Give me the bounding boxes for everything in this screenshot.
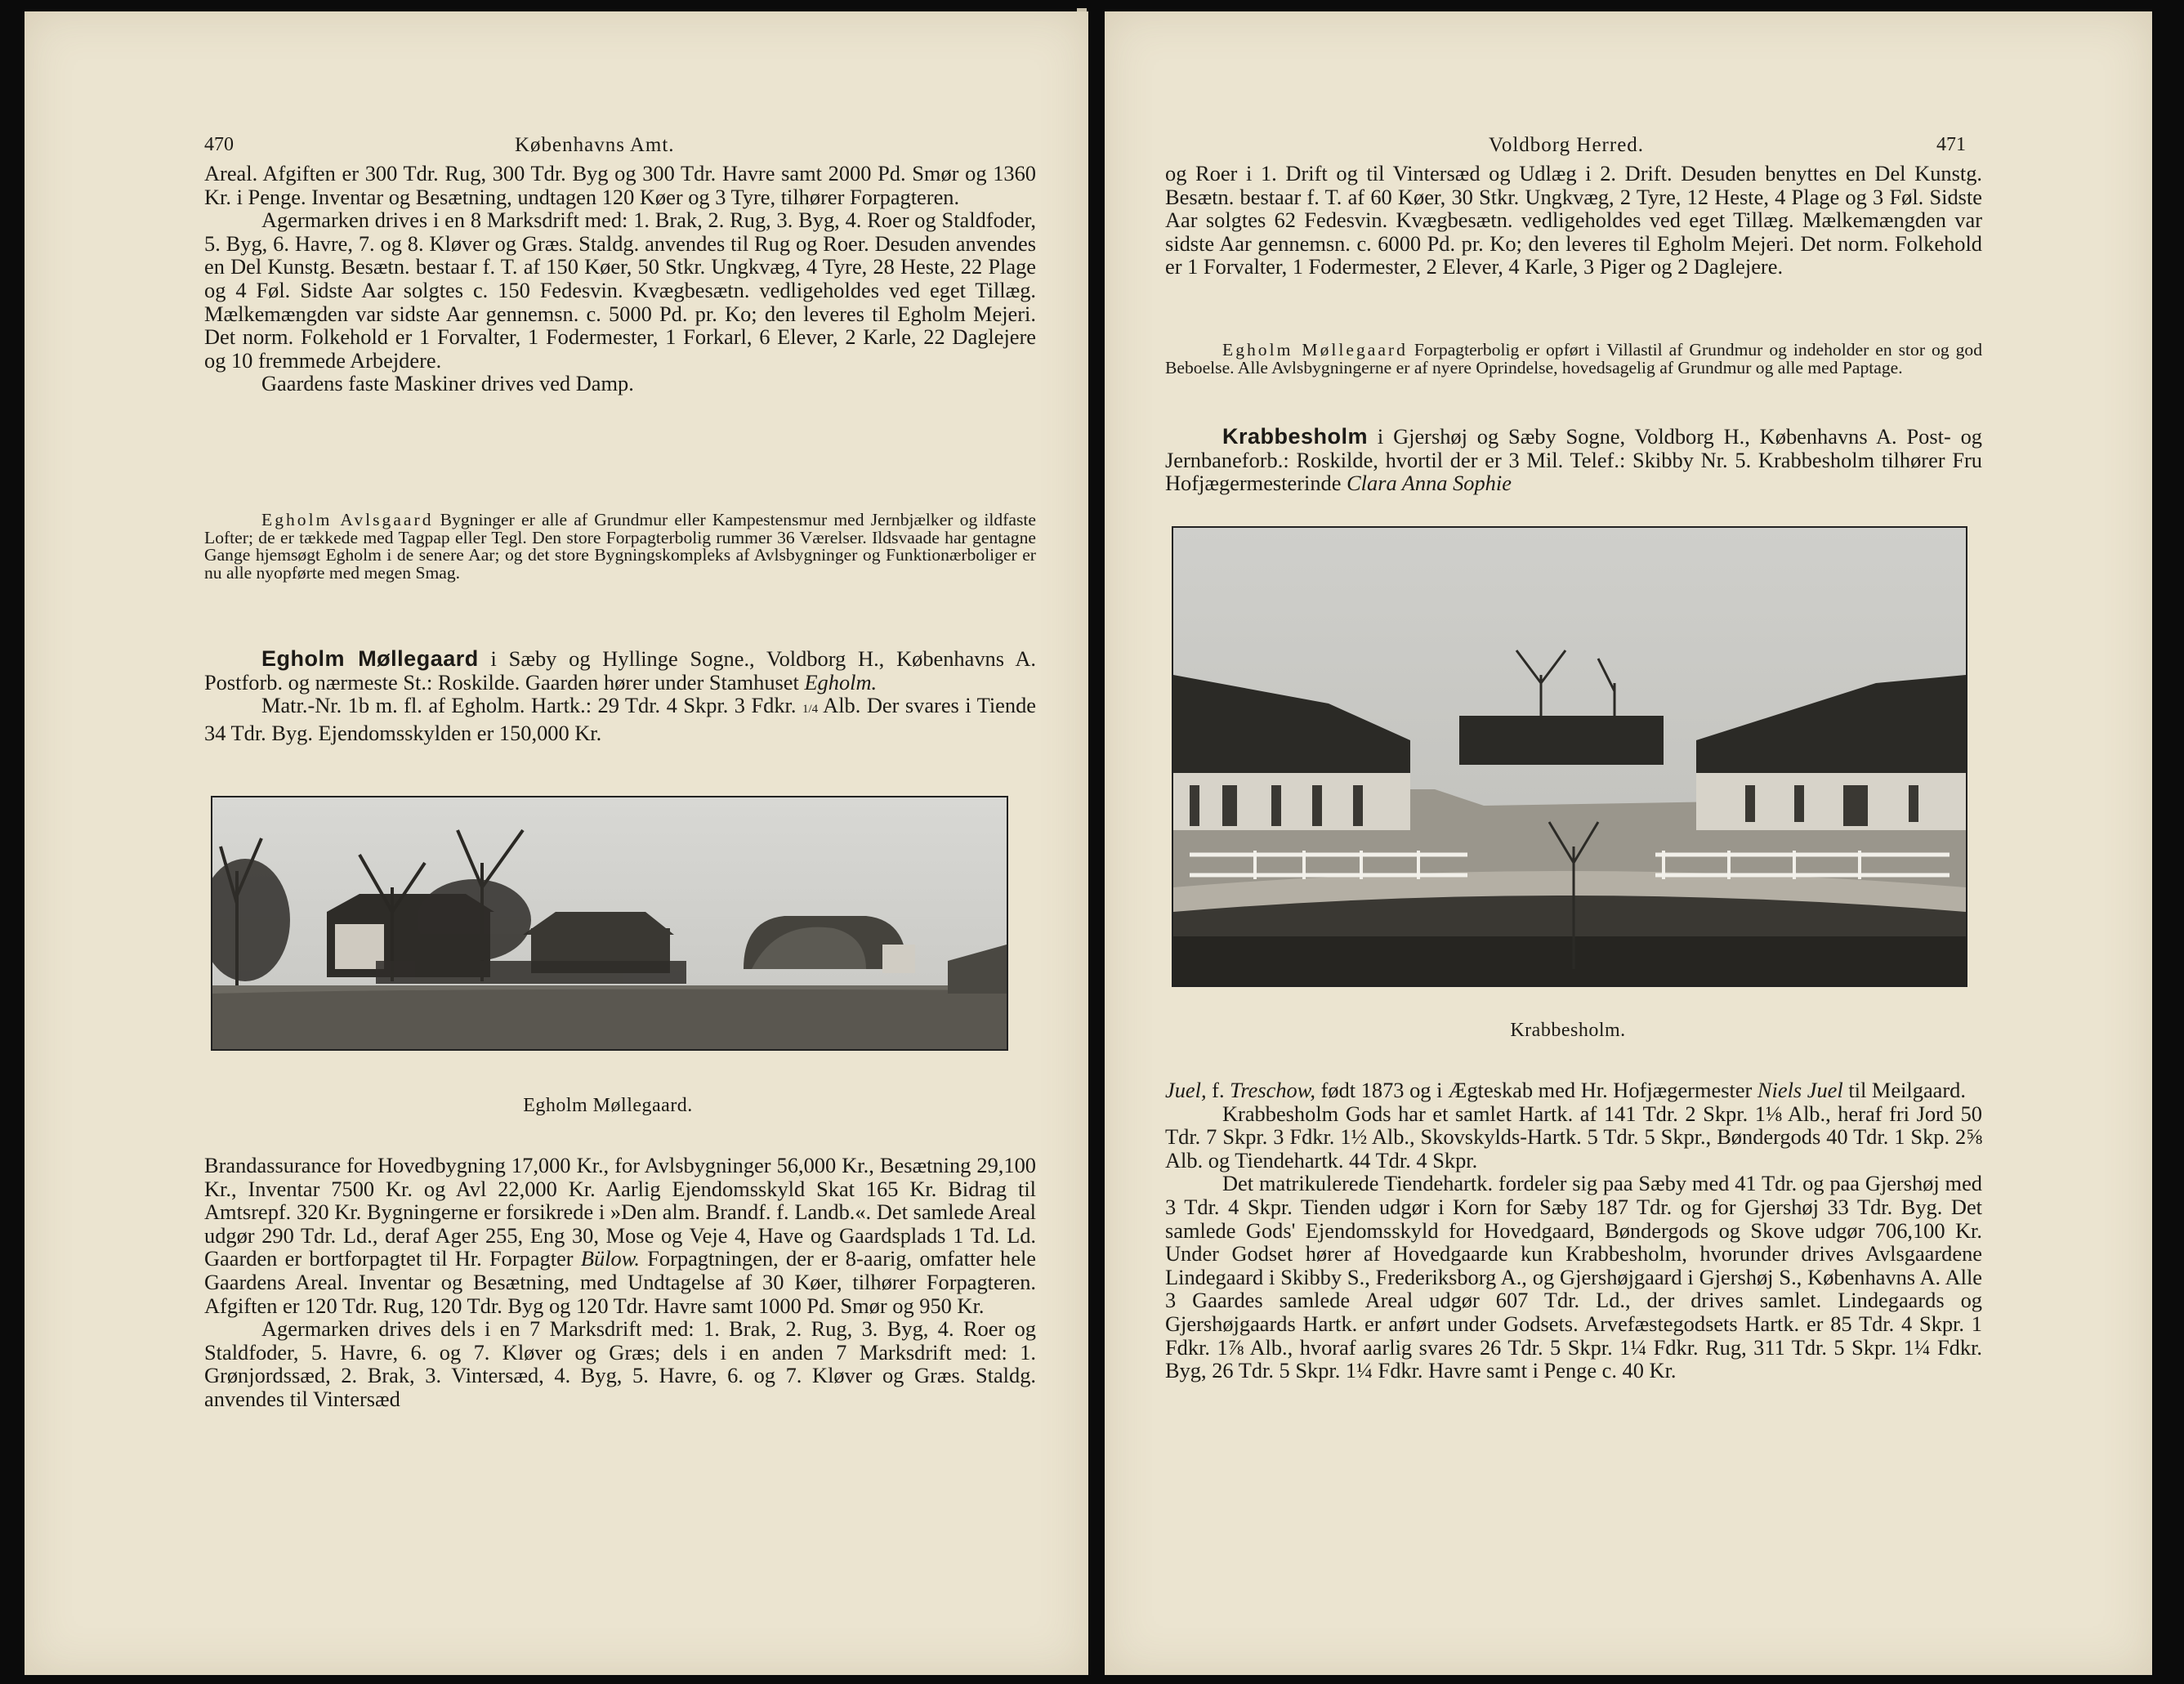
paragraph: Brandassurance for Hovedbygning 17,000 Kr., for Avlsbygninger 56,000 Kr., Besætning 29,100 Kr., Inventar 7500 Kr. og Avl 22,000 Kr. Aarlig Ejendomsskyld Skat 165 Kr. Bidrag til Amtsrepf. 320 Kr. Bygningerne er forsikrede i »Den alm. Brandf. f. Landb.«. Det samlede Areal udgør 290 Tdr. Ld., deraf Ager 255, Eng 30, Mose og Veje 4, Have og Gaardsplads 1 Td. Ld. Gaarden er bortforpagtet til Hr. Forpagter: [204, 1153, 1036, 1271]
right-page: [1105, 11, 2152, 1675]
italic-name: Juel,: [1165, 1078, 1207, 1102]
paragraph: Gaardens faste Maskiner drives ved Damp.: [261, 371, 634, 396]
matr-text: Alb. Der svares i Tiende 34 Tdr. Byg. Ejendomsskylden er 150,000 Kr.: [204, 693, 1036, 745]
paragraph: og Roer i 1. Drift og til Vintersæd og Udlæg i 2. Drift. Desuden benyttes en Del Kunstg. Besætn. bestaar f. T. af 60 Køer, 30 Stkr. Ungkvæg, 2 Tyre, 12 Heste, 4 Plage og 3 Føl. Sidste Aar solgtes 62 Fedesvin. Kvægbesætn. vedligeholdes ved eget Tillæg. Mælkemængden var sidste Aar gennemsn. c. 6000 Pd. pr. Ko; den leveres til Egholm Mejeri. Det norm. Folkehold er 1 Forvalter, 1 Fodermester, 2 Elever, 4 Karle, 3 Piger og 2 Daglejere.: [1165, 161, 1982, 279]
entry-italic: Clara Anna Sophie: [1347, 471, 1512, 496]
note-lead: Egholm Møllegaard: [1222, 340, 1408, 360]
paragraph: Agermarken drives i en 8 Marksdrift med: 1. Brak, 2. Rug, 3. Byg, 4. Roer og Staldfoder, 5. Byg, 6. Havre, 7. og 8. Kløver og Græs. Staldg. anvendes til Rug og Roer. Desuden anvendes en Del Kunstg. Besætn. bestaar f. T. af 150 Køer, 50 Stkr. Ungkvæg, 4 Tyre, 28 Heste, 22 Plage og 4 Føl. Sidste Aar solgtes c. 150 Fedesvin. Kvægbesætn. vedligeholdes ved eget Tillæg. Mælkemængden var sidste Aar gennemsn. c. 5000 Pd. pr. Ko; den leveres til Egholm Mejeri. Det norm. Folkehold er 1 Forvalter, 1 Fodermester, 1 Forkarl, 6 Elever, 2 Karle, 22 Daglejere og 10 fremmede Arbejdere.: [204, 208, 1036, 373]
page-number: 471: [1936, 134, 1966, 155]
photo-caption: Egholm Møllegaard.: [523, 1095, 693, 1116]
text-block: [1165, 1079, 1982, 1382]
paragraph: f.: [1206, 1078, 1230, 1102]
entry-title: Egholm Møllegaard: [261, 646, 479, 671]
paragraph: Forpagtningen, der er 8-aarig, omfatter hele Gaardens Areal. Inventar og Besætning, med Undtagelse af 30 Køer, tilhører Forpagteren. Afgiften er 120 Tdr. Rug, 120 Tdr. Byg og 120 Tdr. Havre samt 1000 Pd. Smør og 950 Kr.: [204, 1246, 1036, 1318]
running-head: Københavns Amt.: [515, 134, 675, 156]
fraction: 1/4: [802, 703, 819, 717]
italic-name: Treschow,: [1230, 1078, 1315, 1102]
note-lead: Egholm Avlsgaard: [261, 510, 434, 529]
text-block: [1165, 162, 1982, 279]
page-number: 470: [204, 134, 234, 155]
paragraph: Areal. Afgiften er 300 Tdr. Rug, 300 Tdr. Byg og 300 Tdr. Havre samt 2000 Pd. Smør og 1360 Kr. i Penge. Inventar og Besætning, undtagen 120 Køer og 3 Tyre, tilhører Forpagteren.: [204, 161, 1036, 209]
text-block: [204, 162, 1036, 395]
note-text: Bygninger er alle af Grundmur eller Kampestensmur med Jernbjælker og ildfaste Lofter; de er tækkede med Tagpap eller Tegl. Den store Forpagterbolig rummer 36 Værelser. Ildsvaade har gentagne Gange hjemsøgt Egholm i de senere Aar; og det store Bygningskompleks af Avlsbygninger og Funktionærboliger er nu alle nyopførte med megen Smag.: [204, 510, 1036, 583]
entry-block: [204, 647, 1036, 744]
matr-text: Matr.-Nr. 1b m. fl. af Egholm. Hartk.: 29 Tdr. 4 Skpr. 3 Fdkr.: [261, 693, 802, 718]
entry-italic: Egholm.: [804, 669, 878, 695]
paragraph: født 1873 og i Ægteskab med Hr. Hofjægermester: [1315, 1078, 1757, 1102]
paragraph: Det matrikulerede Tiendehartk. fordeler sig paa Sæby med 41 Tdr. og paa Gjershøj med 3 Tdr. 4 Skpr. Tienden udgør i Korn for Sæby 187 Tdr. og for Gjershøj 33 Tdr. Byg. Det samlede Gods' Ejendomsskyld for Hovedgaard, Bøndergods og Skove udgør 706,100 Kr. Under Godset hører af Hovedgaarde kun Krabbesholm, hvorunder drives Avlsgaardene Lindegaard i Skibby S., Frederiksborg A., og Gjershøjgaard i Gjershøj S., Københavns A. Alle 3 Gaardes samlede Areal udgør 607 Tdr. Ld., der drives samlet. Lindegaards og Gjershøjgaards Hartk. er anført under Godsets. Arvefæstegodsets Hartk. er 85 Tdr. 4 Skpr. 1 Fdkr. 1⅞ Alb., hvoraf aarlig svares 26 Tdr. 5 Skpr. 1¼ Fdkr. Rug, 311 Tdr. 5 Skpr. 1¼ Fdkr. Byg, 26 Tdr. 5 Skpr. 1¼ Fdkr. Havre samt i Penge c. 40 Kr.: [1165, 1171, 1982, 1383]
egholm-mollegaard-photo: [211, 796, 1008, 1051]
entry-title: Krabbesholm: [1222, 424, 1369, 449]
paragraph: Krabbesholm Gods har et samlet Hartk. af 141 Tdr. 2 Skpr. 1⅛ Alb., heraf fri Jord 50 Tdr. 7 Skpr. 3 Fdkr. 1½ Alb., Skovskylds-Hartk. 5 Tdr. 5 Skpr., Bøndergods 40 Tdr. 1 Skp. 2⅝ Alb. og Tiendehartk. 44 Tdr. 4 Skpr.: [1165, 1101, 1982, 1173]
entry-text: i Sæby og Hyllinge Sogne., Voldborg H., Københavns A. Postforb. og nærmeste St.: Roskilde. Gaarden hører under Stamhuset: [204, 646, 1036, 695]
paragraph: Agermarken drives dels i en 7 Marksdrift med: 1. Brak, 2. Rug, 3. Byg, 4. Roer og Staldfoder, 5. Havre, 6. og 7. Kløver og Græs; dels i en anden 7 Marksdrift med: 1. Grønjordssæd, 2. Brak, 3. Vintersæd, 4. Byg, 5. Havre, 6. og 7. Kløver og Græs. Staldg. anvendes til Vintersæd: [204, 1316, 1036, 1411]
italic-name: Bülow.: [580, 1246, 640, 1271]
krabbesholm-photo: [1172, 526, 1967, 987]
running-head: Voldborg Herred.: [1489, 134, 1645, 156]
small-note: [1165, 342, 1982, 377]
text-block: [204, 1154, 1036, 1411]
entry-block: [1165, 425, 1982, 495]
entry-text: i Gjershøj og Sæby Sogne, Voldborg H., Københavns A. Post- og Jernbaneforb.: Roskilde, hvortil der er 3 Mil. Telef.: Skibby Nr. 5. Krabbesholm tilhører Fru Hofjægermesterinde: [1165, 424, 1982, 496]
photo-caption: Krabbesholm.: [1510, 1020, 1626, 1041]
small-note: [204, 511, 1036, 582]
left-page: [25, 11, 1088, 1675]
italic-name: Niels Juel: [1757, 1078, 1843, 1102]
paragraph: til Meilgaard.: [1842, 1078, 1966, 1102]
note-text: Forpagterbolig er opført i Villastil af Grundmur og indeholder en stor og god Beboelse. Alle Avlsbygningerne er af nyere Oprindelse, hovedsagelig af Grundmur og alle med Paptage.: [1165, 340, 1982, 377]
